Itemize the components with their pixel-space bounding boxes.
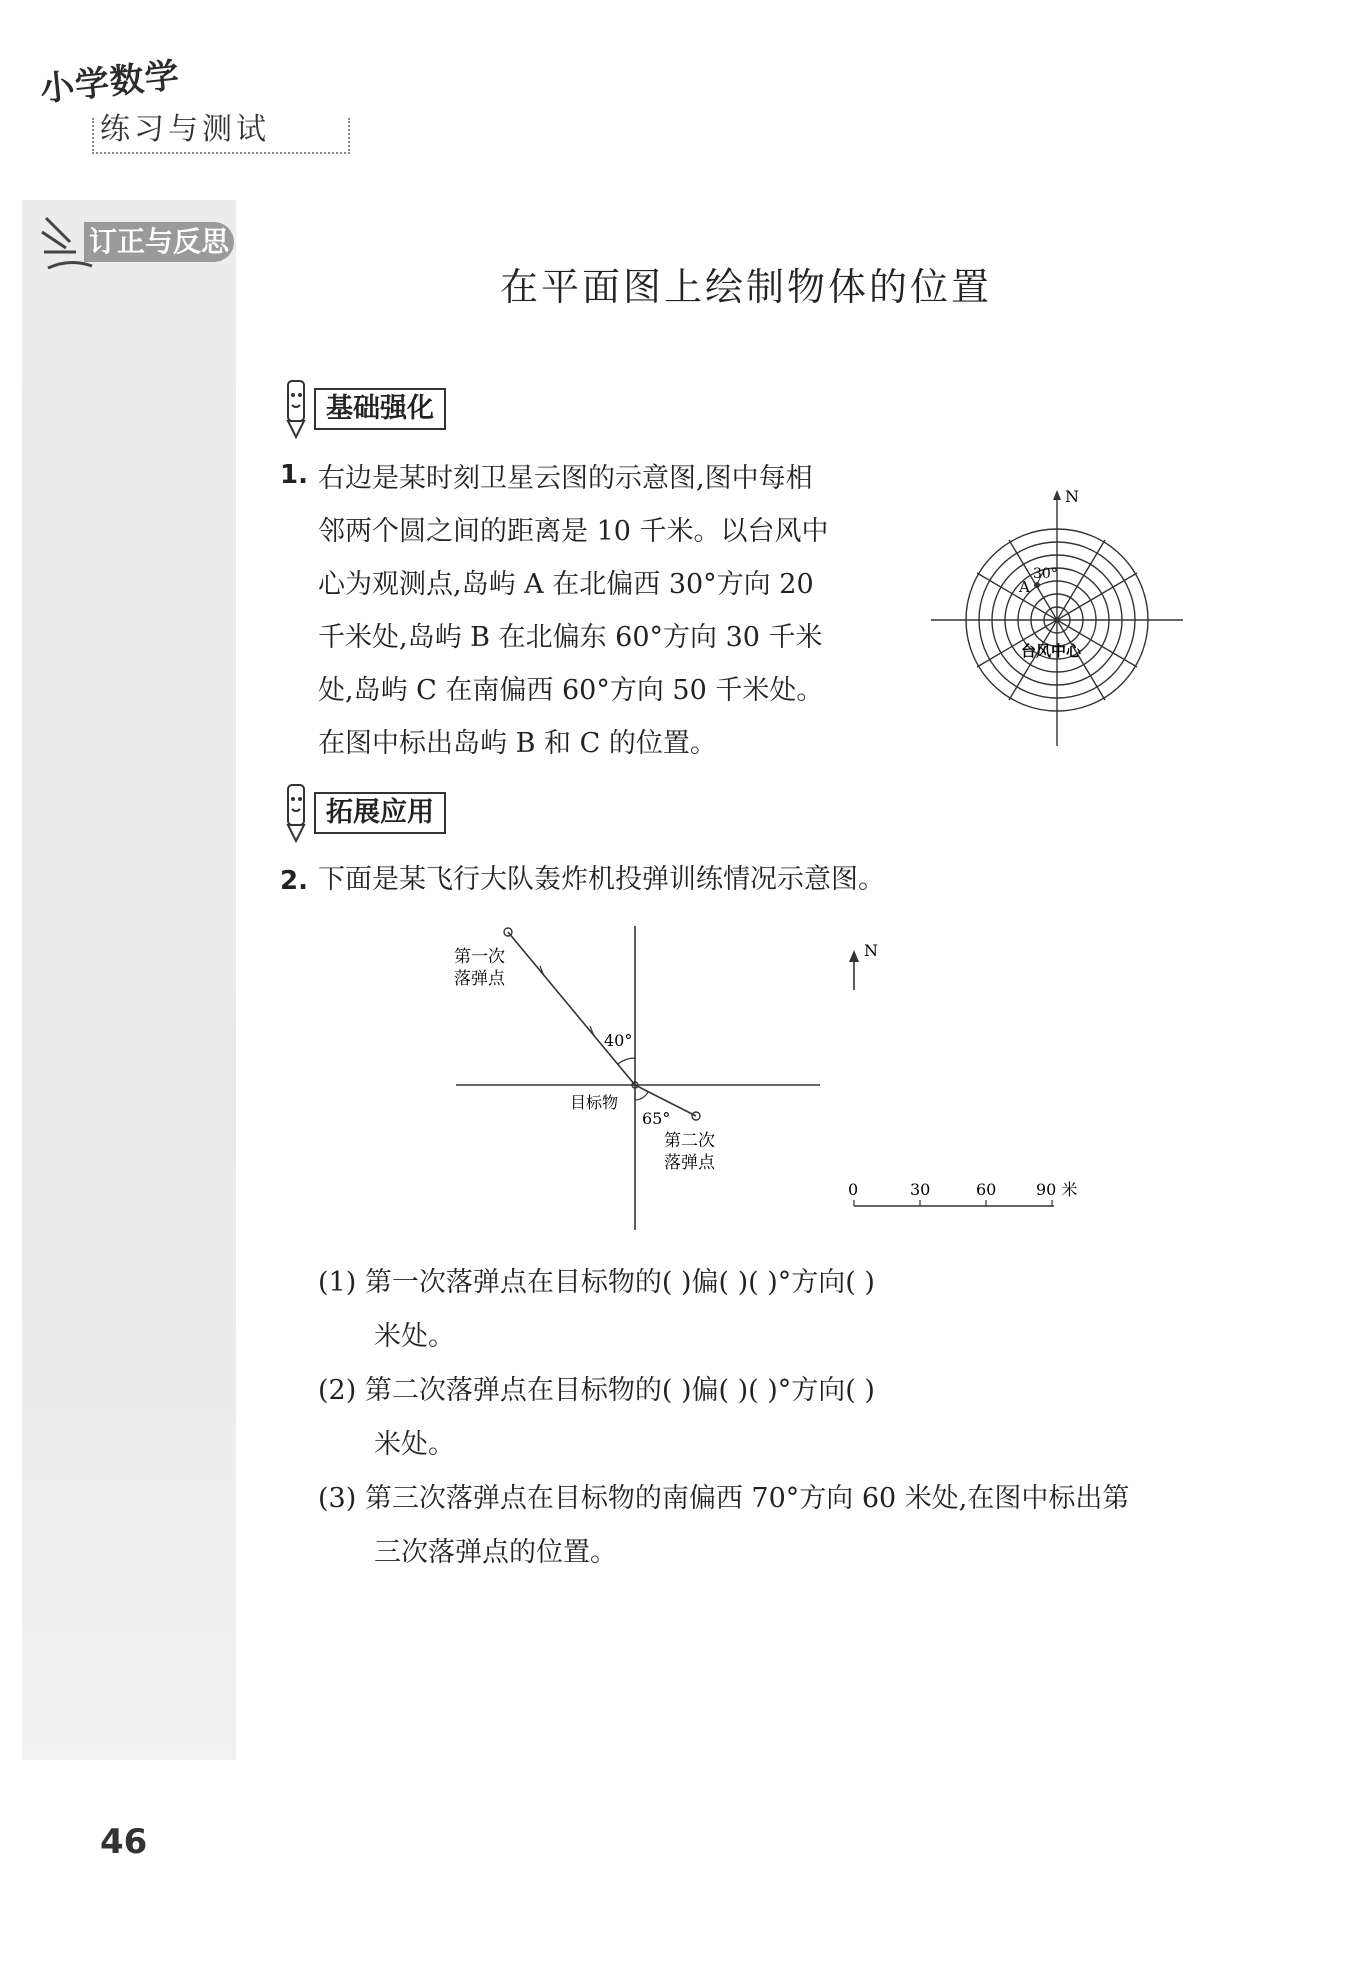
point-a-marker xyxy=(1034,582,1040,588)
section-basic xyxy=(282,386,446,432)
angle-40-label: 40° xyxy=(604,1031,633,1050)
north-label: N xyxy=(864,941,878,960)
angle-30-label: 30° xyxy=(1033,566,1058,582)
sub-question-line: (1) 第一次落弹点在目标物的( )偏( )( )°方向( ) xyxy=(318,1267,875,1298)
second-drop-label: 落弹点 xyxy=(664,1153,715,1173)
pencil-mascot-icon xyxy=(282,783,310,843)
sub-question-line: 米处。 xyxy=(374,1429,455,1460)
q1-line: 邻两个圆之间的距离是 10 千米。以台风中 xyxy=(318,516,829,547)
scale-label: 30 xyxy=(910,1180,931,1199)
book-subtitle: 练习与测试 xyxy=(100,112,270,147)
scale-label: 0 xyxy=(848,1180,859,1199)
first-drop-label: 第一次 xyxy=(454,947,505,967)
scale-label: 90 米 xyxy=(1036,1180,1078,1199)
sub-question-3 xyxy=(318,1472,1238,1580)
first-drop-label: 落弹点 xyxy=(454,969,505,989)
question-2-number: 2. xyxy=(280,866,308,896)
sub-question-1 xyxy=(318,1256,1238,1364)
angle-65-label: 65° xyxy=(642,1109,671,1128)
page-title: 在平面图上绘制物体的位置 xyxy=(500,265,993,309)
pencil-mascot-icon xyxy=(282,379,310,439)
typhoon-center-label: 台风中心 xyxy=(1021,642,1082,660)
bombing-diagram xyxy=(440,920,1100,1240)
section-label-extend: 拓展应用 xyxy=(314,792,446,834)
typhoon-diagram xyxy=(925,488,1190,753)
reflection-sidebar xyxy=(22,200,236,1760)
q1-line: 心为观测点,岛屿 A 在北偏西 30°方向 20 xyxy=(318,569,814,600)
book-title: 小学数学 xyxy=(38,55,182,110)
sub-question-line: 三次落弹点的位置。 xyxy=(374,1537,617,1568)
sub-question-line: (2) 第二次落弹点在目标物的( )偏( )( )°方向( ) xyxy=(318,1375,875,1406)
section-extend xyxy=(282,790,446,836)
q1-line: 千米处,岛屿 B 在北偏东 60°方向 30 千米 xyxy=(318,622,823,653)
revise-reflect-label: 订正与反思 xyxy=(84,222,234,262)
sub-question-line: 米处。 xyxy=(374,1321,455,1352)
point-a-label: A xyxy=(1019,578,1030,596)
question-1-number: 1. xyxy=(280,460,308,490)
question-1-text xyxy=(318,452,878,770)
target-label: 目标物 xyxy=(570,1093,619,1112)
page-number: 46 xyxy=(100,1822,148,1862)
typhoon-center-marker xyxy=(1054,617,1060,623)
q1-line: 右边是某时刻卫星云图的示意图,图中每相 xyxy=(318,463,813,494)
section-label-basic: 基础强化 xyxy=(314,388,446,430)
sub-question-line: (3) 第三次落弹点在目标物的南偏西 70°方向 60 米处,在图中标出第 xyxy=(318,1483,1130,1514)
north-label: N xyxy=(1065,488,1079,506)
q1-line: 处,岛屿 C 在南偏西 60°方向 50 千米处。 xyxy=(318,675,824,706)
scale-label: 60 xyxy=(976,1180,997,1199)
second-drop-label: 第二次 xyxy=(664,1131,715,1151)
sub-question-2 xyxy=(318,1364,1238,1472)
question-2-text: 下面是某飞行大队轰炸机投弹训练情况示意图。 xyxy=(318,864,885,895)
q1-line: 在图中标出岛屿 B 和 C 的位置。 xyxy=(318,728,717,759)
